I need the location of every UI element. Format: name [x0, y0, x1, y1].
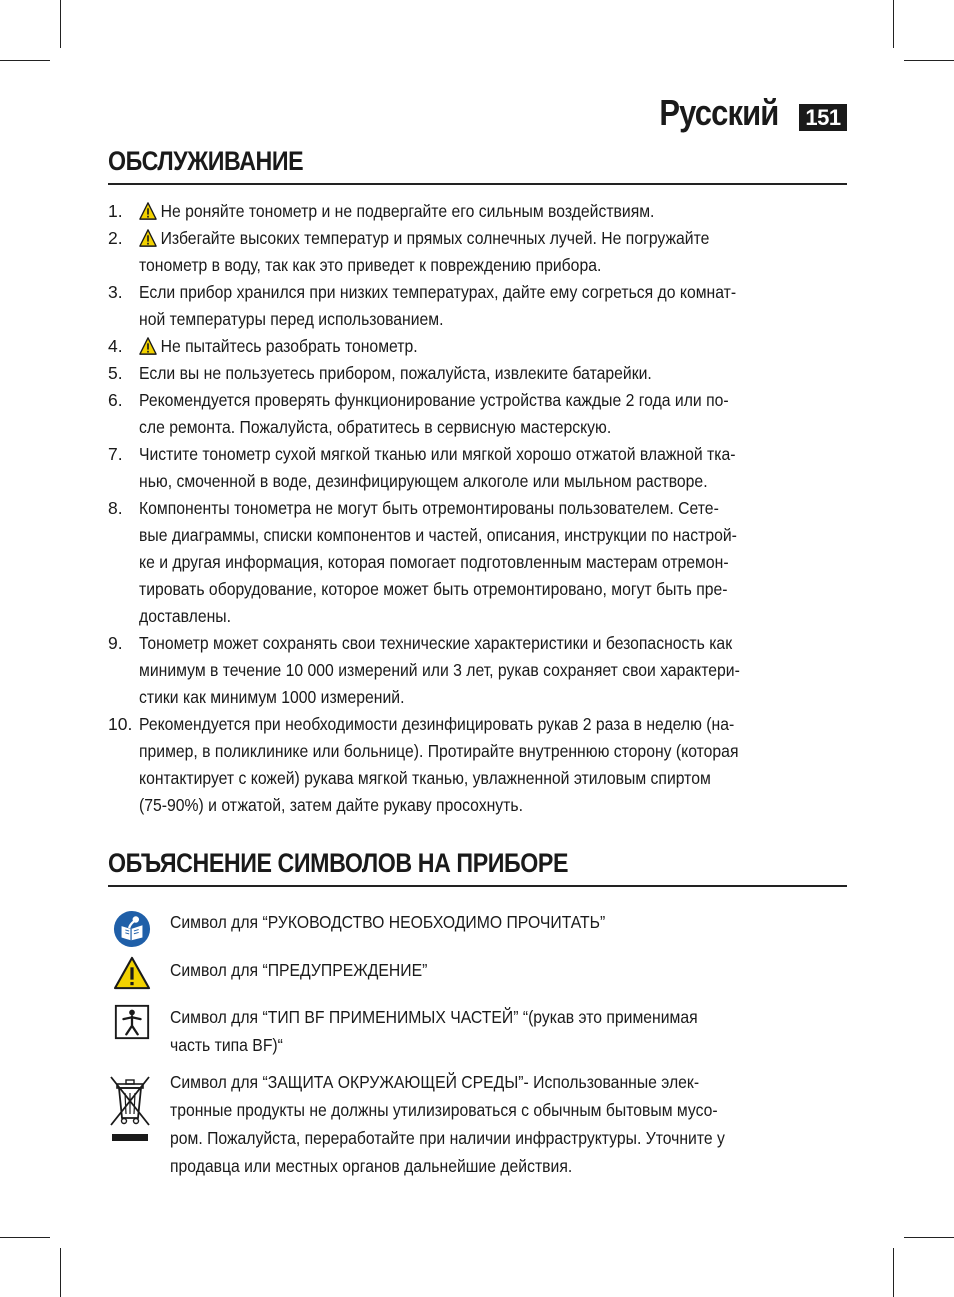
list-item-number: 1. [108, 201, 123, 221]
list-item-text: Не пытайтесь разобрать тонометр. [160, 336, 418, 356]
list-item-text: Если прибор хранился при низких температурах, дайте ему согреться до комнат- [139, 282, 737, 302]
maintenance-section-title: ОБСЛУЖИВАНИЕ [108, 146, 847, 185]
page-number: 151 [799, 104, 847, 131]
list-item-text: Компоненты тонометра не могут быть отремонтированы пользователем. Сете- [139, 498, 719, 518]
maintenance-list [104, 198, 849, 819]
crop-mark [60, 1248, 61, 1297]
page-language-heading: Русский [658, 92, 778, 133]
list-item [104, 630, 849, 711]
list-item-text: нью, смоченной в воде, дезинфицирующем алкоголе или мыльном растворе. [139, 471, 708, 491]
list-item-number: 8. [108, 498, 123, 518]
symbol-description: ром. Пожалуйста, переработайте при наличии инфраструктуры. Уточните у [170, 1128, 725, 1148]
list-item-text: доставлены. [139, 606, 231, 626]
list-item-text: ной температуры перед использованием. [139, 309, 444, 329]
warning-icon [139, 336, 157, 354]
list-item-text: Если вы не пользуетесь прибором, пожалуйста, извлеките батарейки. [139, 363, 652, 383]
read-manual-icon [113, 910, 151, 956]
list-item-number: 7. [108, 444, 123, 464]
weee-bin-icon [108, 1074, 152, 1154]
warning-icon [139, 201, 157, 219]
list-item [104, 711, 849, 819]
symbol-description: Символ для “ПРЕДУПРЕЖДЕНИЕ” [170, 960, 428, 980]
symbol-description: Символ для “ТИП BF ПРИМЕНИМЫХ ЧАСТЕЙ” “(рукав это применимая [170, 1007, 698, 1027]
list-item-text: Рекомендуется проверять функционирование устройства каждые 2 года или по- [139, 390, 729, 410]
list-item-number: 4. [108, 336, 123, 356]
crop-mark [60, 0, 61, 48]
list-item-text: минимум в течение 10 000 измерений или 3 лет, рукав сохраняет свои характери- [139, 660, 740, 680]
symbol-description: продавца или местных органов дальнейшие действия. [170, 1156, 573, 1176]
list-item-text: Не роняйте тонометр и не подвергайте его сильным воздействиям. [160, 201, 655, 221]
list-item [104, 495, 849, 630]
list-item-text: вые диаграммы, списки компонентов и частей, описания, инструкции по настрой- [139, 525, 737, 545]
crop-mark [904, 60, 954, 61]
list-item-number: 3. [108, 282, 123, 302]
list-item-text: тонометр в воду, так как это приведет к повреждению прибора. [139, 255, 602, 275]
type-bf-icon [113, 1003, 151, 1049]
list-item-number: 6. [108, 390, 123, 410]
crop-mark [893, 1248, 894, 1297]
symbols-section-title: ОБЪЯСНЕНИЕ СИМВОЛОВ НА ПРИБОРЕ [108, 848, 847, 887]
symbol-description: Символ для “ЗАЩИТА ОКРУЖАЮЩЕЙ СРЕДЫ”- Использованные элек- [170, 1072, 700, 1092]
list-item-text: стики как минимум 1000 измерений. [139, 687, 405, 707]
crop-mark [0, 60, 50, 61]
crop-mark [0, 1237, 50, 1238]
list-item-text: Рекомендуется при необходимости дезинфицировать рукав 2 раза в неделю (на- [139, 714, 735, 734]
warning-icon [139, 228, 157, 246]
list-item-number: 9. [108, 633, 123, 653]
list-item [104, 198, 849, 225]
list-item [104, 387, 849, 441]
list-item [104, 360, 849, 387]
list-item [104, 225, 849, 279]
list-item-text: Тонометр может сохранять свои технические характеристики и безопасность как [139, 633, 733, 653]
list-item-number: 5. [108, 363, 123, 383]
list-item-text: пример, в поликлинике или больнице). Протирайте внутреннюю сторону (которая [139, 741, 739, 761]
warning-icon [113, 956, 151, 998]
symbol-description: часть типа BF)“ [170, 1035, 283, 1055]
list-item-text: (75-90%) и отжатой, затем дайте рукаву просохнуть. [139, 795, 523, 815]
list-item-text: ке и другая информация, которая помогает подготовленным мастерам отремон- [139, 552, 729, 572]
list-item-text: Чистите тонометр сухой мягкой тканью или мягкой хорошо отжатой влажной тка- [139, 444, 736, 464]
symbol-description: Символ для “РУКОВОДСТВО НЕОБХОДИМО ПРОЧИТАТЬ” [170, 912, 606, 932]
list-item [104, 441, 849, 495]
list-item-text: тировать оборудование, которое может быть отремонтировано, могут быть пре- [139, 579, 728, 599]
crop-mark [904, 1237, 954, 1238]
list-item-number: 2. [108, 228, 123, 248]
symbol-description: тронные продукты не должны утилизироваться с обычным бытовым мусо- [170, 1100, 718, 1120]
list-item [104, 279, 849, 333]
list-item-text: сле ремонта. Пожалуйста, обратитесь в сервисную мастерскую. [139, 417, 612, 437]
list-item-number: 10. [108, 714, 133, 734]
list-item [104, 333, 849, 360]
list-item-text: Избегайте высоких температур и прямых солнечных лучей. Не погружайте [160, 228, 710, 248]
list-item-text: контактирует с кожей) рукава мягкой тканью, увлажненной этиловым спиртом [139, 768, 711, 788]
crop-mark [893, 0, 894, 48]
